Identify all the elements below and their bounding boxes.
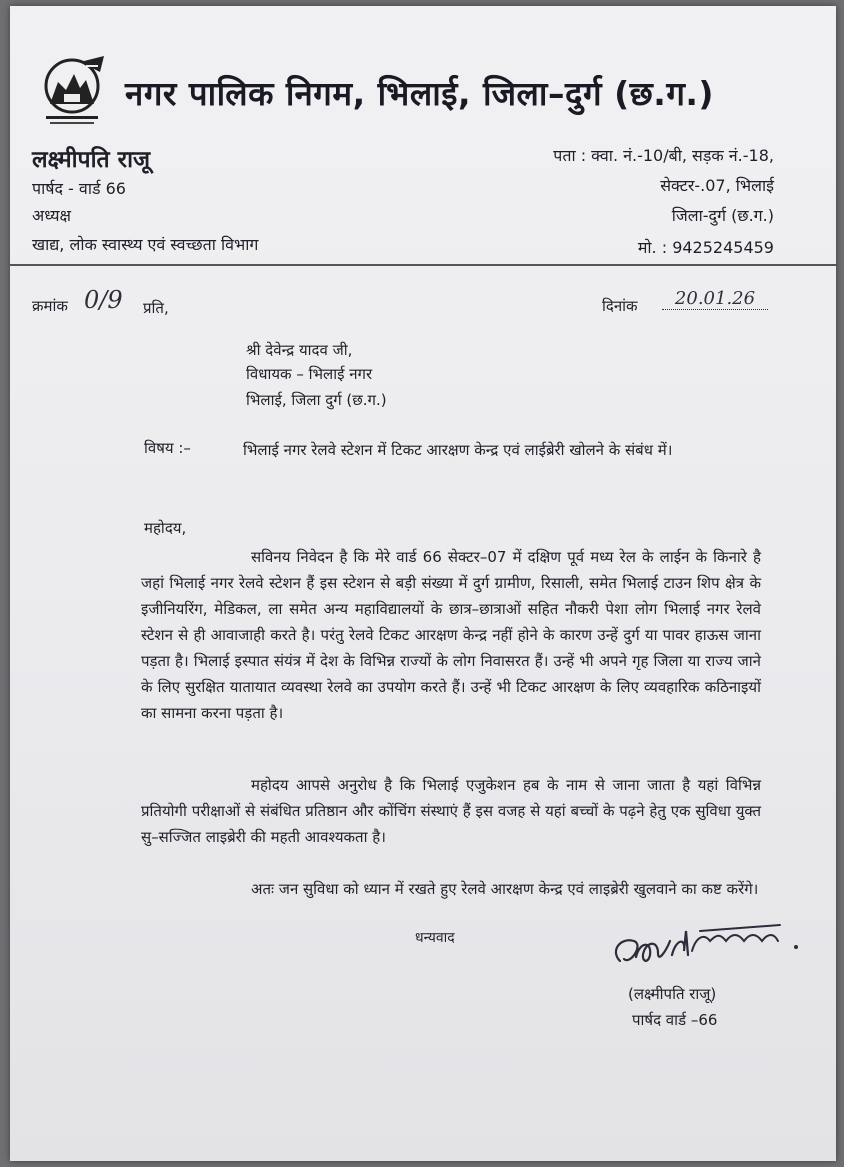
subject-label: विषय :– [144,439,191,457]
subject-text: भिलाई नगर रेलवे स्टेशन में टिकट आरक्षण केन्द्र एवं लाईब्रेरी खोलने के संबंध में। [243,441,673,459]
sender-phone: मो. : 9425245459 [637,238,774,257]
recipient-address: भिलाई, जिला दुर्ग (छ.ग.) [246,391,387,409]
body-paragraph-2: महोदय आपसे अनुरोध है कि भिलाई एजुकेशन हब के नाम से जाना जाता है यहां विभिन्न प्रतियोगी परीक्षाओं से संबंधित प्रतिष्ठान और कोंचिंग संस्थाएं हैं इस वजह से यहां बच्चों के पढ़ने हेतु एक सुविधा युक्त सु–सज्जित लाइब्रेरी की महती आवश्यकता है। [141,776,761,846]
reference-number-label: क्रमांक [32,297,68,315]
signatory-name: (लक्ष्मीपति राजू) [628,985,717,1003]
sender-address-line3: जिला-दुर्ग (छ.ग.) [671,206,774,225]
letterhead-title: नगर पालिक निगम, भिलाई, जिला–दुर्ग (छ.ग.) [125,74,715,113]
to-label: प्रति, [143,299,169,317]
sender-designation: पार्षद - वार्ड 66 [32,179,126,198]
sender-address-line2: सेक्टर-.07, भिलाई [660,176,774,195]
municipal-corporation-logo [40,46,110,136]
sender-address-line1: पता : क्वा. नं.-10/बी, सड़क नं.-18, [553,146,774,165]
reference-number-value: 0/9 [84,286,123,314]
signatory-designation: पार्षद वार्ड –66 [632,1011,718,1029]
recipient-name: श्री देवेन्द्र यादव जी, [246,341,353,359]
sender-role: अध्यक्ष [32,206,71,225]
body-paragraph-3: अतः जन सुविधा को ध्यान में रखते हुए रेलवे आरक्षण केन्द्र एवं लाइब्रेरी खुलवाने का कष्ट करेंगे। [251,880,759,898]
recipient-designation: विधायक – भिलाई नगर [246,365,373,383]
date-value: 20.01.26 [662,288,768,310]
letter-page [10,6,836,1161]
body-paragraph-1: सविनय निवेदन है कि मेरे वार्ड 66 सेक्टर–07 में दक्षिण पूर्व मध्य रेल के लाईन के किनारे है जहां भिलाई नगर रेलवे स्टेशन हैं इस स्टेशन से बड़ी संख्या में दुर्ग ग्रामीण, रिसाली, समेत भिलाई टाउन शिप क्षेत्र के इजीनियरिंग, मेडिकल, ला समेत अन्य महाविद्यालयों के छात्र–छात्राओं सहित नौकरी पेशा लोग भिलाई नगर रेलवे स्टेशन से ही आवाजाही करते है। परंतु रेलवे टिकट आरक्षण केन्द्र नहीं होने के कारण उन्हें दुर्ग या पावर हाऊस जाना पड़ता है। भिलाई इस्पात संयंत्र में देश के विभिन्न राज्यों के लोग निवासरत हैं। उन्हें भी अपने गृह जिला या राज्य जाने के लिए सुरक्षित यातायात व्यवस्था रेलवे का उपयोग करते हैं। उन्हें भी टिकट आरक्षण के लिए व्यवहारिक कठिनाइयों का सामना करना पड़ता है। [141,548,761,722]
letterhead-divider [10,264,836,266]
date-label: दिनांक [602,297,638,315]
handwritten-signature [600,911,810,991]
thanks-text: धन्यवाद [415,930,455,946]
sender-name: लक्ष्मीपति राजू [32,147,151,173]
salutation: महोदय, [144,519,187,537]
sender-department: खाद्य, लोक स्वास्थ्य एवं स्वच्छता विभाग [32,235,259,254]
